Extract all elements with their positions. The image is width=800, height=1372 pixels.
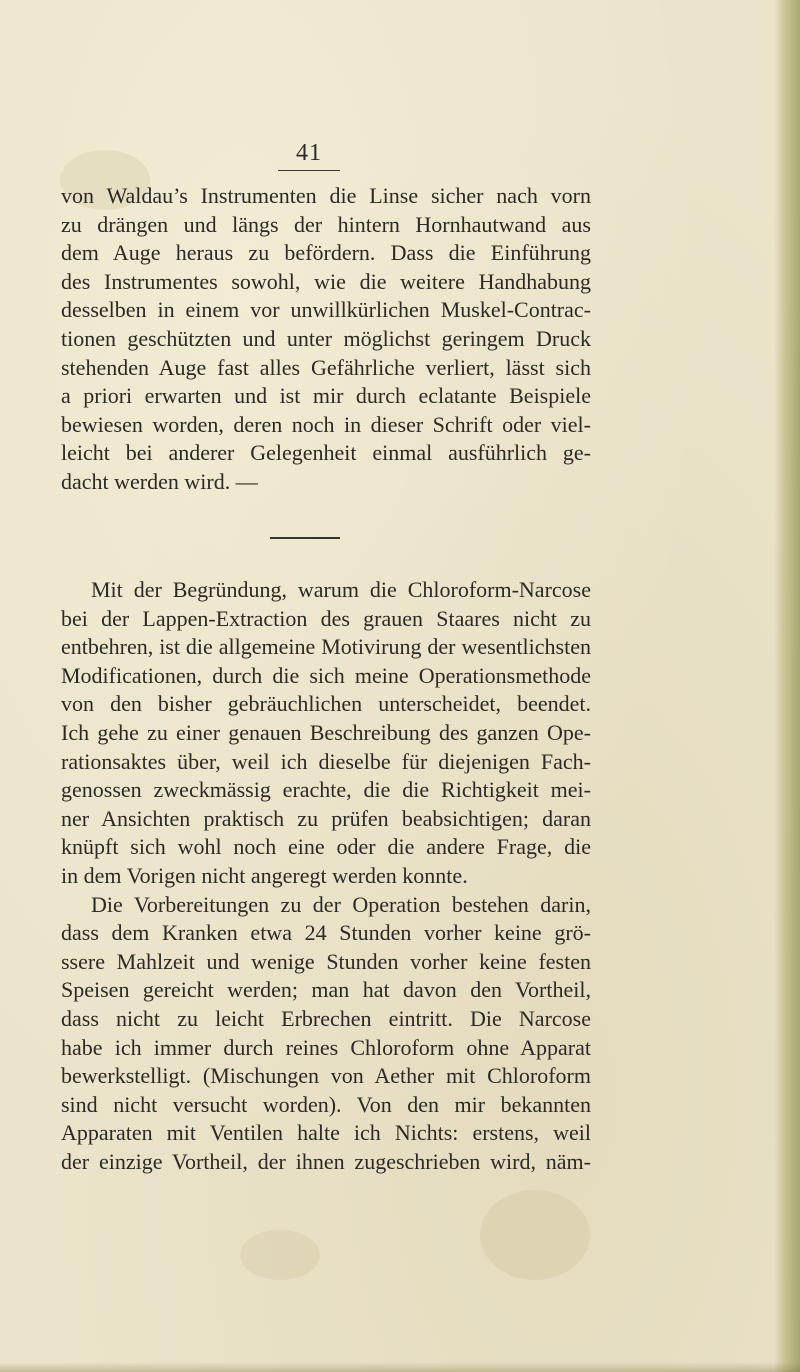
text-line: der einzige Vortheil, der ihnen zugeschrieben wird, näm- xyxy=(61,1148,591,1174)
text-line: Ich gehe zu einer genauen Beschreibung des ganzen Ope- xyxy=(61,719,591,745)
page-number-underline xyxy=(278,170,340,171)
text-line: ner Ansichten praktisch zu prüfen beabsichtigen; daran xyxy=(61,805,591,831)
text-line: knüpft sich wohl noch eine oder die andere Frage, die xyxy=(61,834,591,860)
text-line: ssere Mahlzeit und wenige Stunden vorher keine festen xyxy=(61,948,591,974)
paper-stain xyxy=(240,1230,320,1280)
text-line: rationsaktes über, weil ich dieselbe für diejenigen Fach- xyxy=(61,748,591,774)
text-line: dass dem Kranken etwa 24 Stunden vorher keine grö- xyxy=(61,920,591,946)
text-line: genossen zweckmässig erachte, die die Richtigkeit mei- xyxy=(61,777,591,803)
text-line: tionen geschützten und unter möglichst geringem Druck xyxy=(61,325,591,351)
text-block-continued-paragraph xyxy=(61,182,591,497)
text-line: dass nicht zu leicht Erbrechen eintritt. Die Narcose xyxy=(61,1005,591,1031)
text-line: von Waldau’s Instrumenten die Linse sicher nach vorn xyxy=(61,183,591,208)
section-divider xyxy=(270,537,340,539)
text-line: Apparaten mit Ventilen halte ich Nichts: erstens, weil xyxy=(61,1120,591,1146)
page-edge-shadow xyxy=(774,0,800,1372)
text-line: dacht werden wird. — xyxy=(61,468,258,494)
text-line: bewerkstelligt. (Mischungen von Aether mit Chloroform xyxy=(61,1063,591,1089)
text-line: habe ich immer durch reines Chloroform ohne Apparat xyxy=(61,1034,591,1060)
text-line: entbehren, ist die allgemeine Motivirung der wesentlichsten xyxy=(61,634,591,660)
text-line: sind nicht versucht worden). Von den mir bekannten xyxy=(61,1091,591,1117)
text-line: desselben in einem vor unwillkürlichen Muskel-Contrac- xyxy=(61,297,591,323)
text-line: Mit der Begründung, warum die Chloroform-Narcose xyxy=(91,577,591,602)
text-line: bei der Lappen-Extraction des grauen Staares nicht zu xyxy=(61,605,591,631)
text-line: bewiesen worden, deren noch in dieser Schrift oder viel- xyxy=(61,411,591,437)
text-line: Modificationen, durch die sich meine Operationsmethode xyxy=(61,662,591,688)
text-line: leicht bei anderer Gelegenheit einmal ausführlich ge- xyxy=(61,440,591,466)
text-line: dem Auge heraus zu befördern. Dass die Einführung xyxy=(61,240,591,266)
text-line: Speisen gereicht werden; man hat davon den Vortheil, xyxy=(61,977,591,1003)
page-edge-shadow xyxy=(0,1362,800,1372)
text-line: zu drängen und längs der hintern Hornhautwand aus xyxy=(61,211,591,237)
text-line: von den bisher gebräuchlichen unterscheidet, beendet. xyxy=(61,691,591,717)
text-line: Die Vorbereitungen zu der Operation bestehen darin, xyxy=(91,891,591,917)
text-line: in dem Vorigen nicht angeregt werden konnte. xyxy=(61,862,468,888)
text-block-main xyxy=(61,576,591,1176)
text-line: des Instrumentes sowohl, wie die weitere Handhabung xyxy=(61,268,591,294)
page-number: 41 xyxy=(296,140,322,166)
text-line: stehenden Auge fast alles Gefährliche verliert, lässt sich xyxy=(61,354,591,380)
paper-stain xyxy=(480,1190,590,1280)
text-line: a priori erwarten und ist mir durch eclatante Beispiele xyxy=(61,383,591,409)
